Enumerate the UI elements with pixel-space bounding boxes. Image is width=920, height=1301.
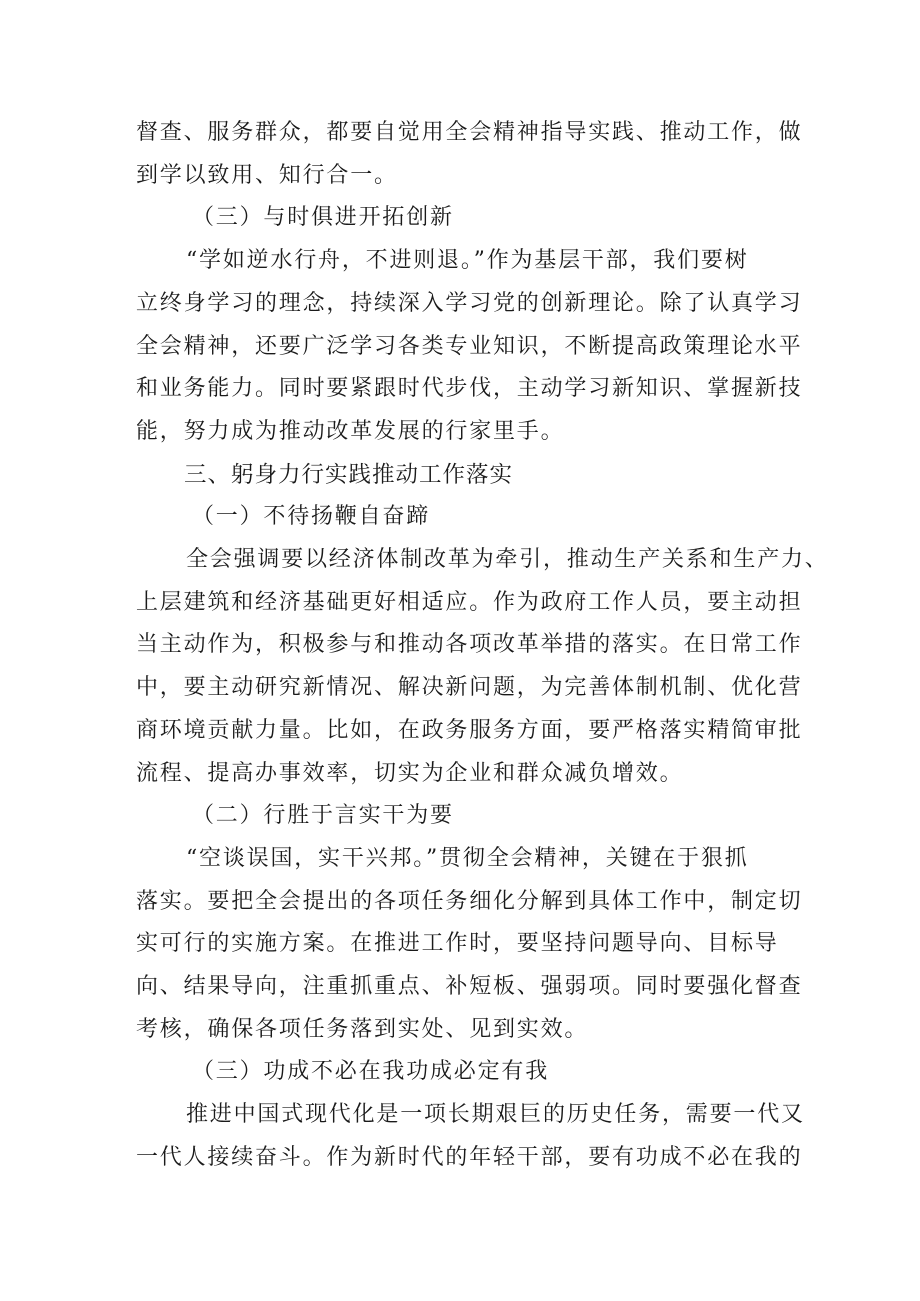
subheading-text: （三）功成不必在我功成必定有我 [192,1059,550,1085]
text-line: 立终身学习的理念，持续深入学习党的创新理论。除了认真学习 [136,290,803,316]
text-line: 中，要主动研究新情况、解决新问题，为完善体制机制、优化营 [136,675,803,701]
text-line: 全会强调要以经济体制改革为牵引，推动生产关系和生产力、 [186,547,829,573]
text-line: 能，努力成为推动改革发展的行家里手。 [136,418,565,444]
text-line: 流程、提高办事效率，切实为企业和群众减负增效。 [136,760,684,786]
text-line: 上层建筑和经济基础更好相适应。作为政府工作人员，要主动担 [136,589,803,615]
text-line: 落实。要把全会提出的各项任务细化分解到具体工作中，制定切 [136,888,803,914]
subheading [136,1051,784,1094]
subheading-text: （三）与时俱进开拓创新 [192,205,454,231]
text-line: “学如逆水行舟，不进则退。”作为基层干部，我们要树 [186,248,749,274]
paragraph [136,240,803,454]
text-line: 一代人接续奋斗。作为新时代的年轻干部，要有功成不必在我的 [136,1144,803,1170]
section-heading [136,454,784,497]
text-line: 实可行的实施方案。在推进工作时，要坚持问题导向、目标导 [136,931,779,957]
text-line: 考核，确保各项任务落到实处、见到实效。 [136,1016,589,1042]
subheading-text: （二）行胜于言实干为要 [192,803,454,829]
text-line: 督查、服务群众，都要自觉用全会精神指导实践、推动工作，做 [136,120,803,145]
subheading [136,496,784,539]
text-line: 和业务能力。同时要紧跟时代步伐，主动学习新知识、掌握新技 [136,376,803,402]
text-line: 全会精神，还要广泛学习各类专业知识，不断提高政策理论水平 [136,333,803,359]
subheading [136,795,784,838]
paragraph [136,838,803,1052]
text-line: 推进中国式现代化是一项长期艰巨的历史任务，需要一代又 [186,1102,805,1128]
paragraph [136,1094,805,1179]
subheading-text: （一）不待扬鞭自奋蹄 [192,504,431,530]
subheading [136,197,784,240]
paragraph [136,112,803,197]
heading-text: 三、躬身力行实践推动工作落实 [184,461,514,488]
text-line: 到学以致用、知行合一。 [136,162,398,188]
text-line: 向、结果导向，注重抓重点、补短板、强弱项。同时要强化督查 [136,974,803,1000]
text-line: 当主动作为，积极参与和推动各项改革举措的落实。在日常工作 [136,632,803,658]
text-line: 商环境贡献力量。比如，在政务服务方面，要严格落实精简审批 [136,717,803,743]
paragraph [136,539,829,795]
text-line: “空谈误国，实干兴邦。”贯彻全会精神，关键在于狠抓 [186,845,749,871]
